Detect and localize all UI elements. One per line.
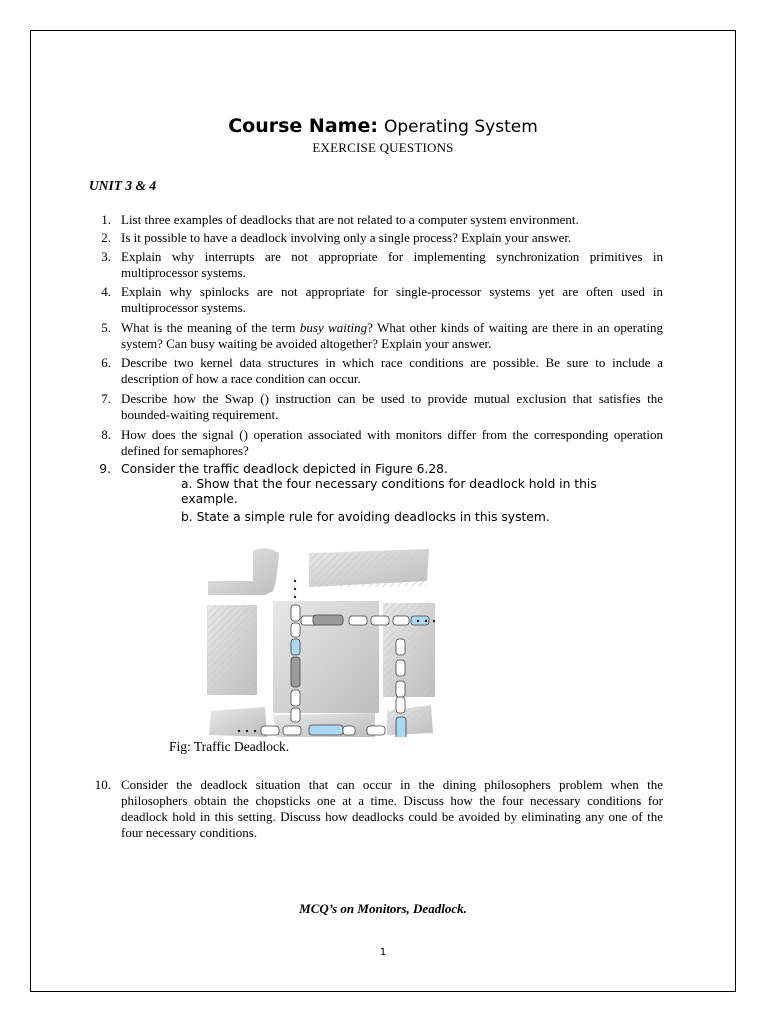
question-number: 2. bbox=[101, 230, 111, 245]
question-text: Describe two kernel data structures in which race conditions are possible. Be sure to include a description of how a race condition can occur. bbox=[121, 355, 663, 386]
figure-caption: Fig: Traffic Deadlock. bbox=[169, 739, 290, 754]
question-text: Explain why spinlocks are not appropriate for single-processor systems yet are often used in multiprocessor systems. bbox=[121, 284, 663, 315]
question-text: Consider the traffic deadlock depicted in Figure 6.28. bbox=[121, 462, 448, 476]
question-text: Is it possible to have a deadlock involving only a single process? Explain your answer. bbox=[121, 230, 572, 245]
city-block bbox=[309, 549, 429, 587]
mcq-heading: MCQ’s on Monitors, Deadlock. bbox=[299, 901, 467, 916]
course-title bbox=[31, 114, 735, 139]
question-text: Consider the deadlock situation that can occur in the dining philosophers problem when the philosophers obtain the chopsticks one at a time. Discuss how the four necessary conditions for deadlock hold in this setting. Discuss how deadlocks could be avoided by eliminating any one of the four necessary conditions. bbox=[121, 777, 663, 840]
traffic-deadlock-figure bbox=[205, 545, 441, 742]
right-lane-cars bbox=[396, 639, 406, 737]
question-text: Explain why interrupts are not appropriate for implementing synchronization primitives in multiprocessor systems. bbox=[121, 249, 663, 280]
unit-heading: UNIT 3 & 4 bbox=[89, 178, 157, 193]
city-block bbox=[208, 548, 279, 595]
city-block bbox=[207, 605, 257, 695]
question-number: 4. bbox=[101, 284, 111, 299]
question-number: 6. bbox=[101, 355, 111, 370]
page-number: 1 bbox=[379, 947, 387, 958]
question-number: 7. bbox=[101, 391, 111, 406]
question-number: 1. bbox=[101, 212, 111, 227]
question-9-subitem-a: a. Show that the four necessary conditions for deadlock hold in this example. bbox=[181, 477, 597, 506]
question-number: 10. bbox=[94, 777, 111, 792]
question-number: 3. bbox=[101, 249, 111, 264]
question-9-subitem-b: b. State a simple rule for avoiding deadlocks in this system. bbox=[181, 510, 550, 524]
city-block bbox=[387, 705, 433, 735]
traffic-deadlock-illustration bbox=[205, 545, 441, 737]
question-text-part: What is the meaning of the term bbox=[121, 320, 300, 335]
course-title-label: Course Name: bbox=[228, 115, 378, 137]
document-page bbox=[30, 30, 736, 992]
city-block bbox=[209, 707, 267, 737]
question-text: List three examples of deadlocks that are not related to a computer system environment. bbox=[121, 212, 579, 227]
exercise-subtitle: EXERCISE QUESTIONS bbox=[312, 140, 454, 155]
course-title-value: Operating System bbox=[383, 117, 538, 137]
question-text-part: ? What other kinds of waiting are there in an operating system? Can busy waiting be avoided altogether? Explain your answer. bbox=[121, 320, 663, 351]
busy-waiting-term: busy waiting bbox=[299, 320, 368, 335]
question-number: 5. bbox=[101, 320, 111, 335]
question-text: Describe how the Swap () instruction can be used to provide mutual exclusion that satisfies the bounded-waiting requirement. bbox=[121, 391, 663, 422]
question-text: How does the signal () operation associated with monitors differ from the corresponding operation defined for semaphores? bbox=[121, 427, 663, 458]
question-number: 8. bbox=[101, 427, 111, 442]
question-number: 9. bbox=[99, 462, 111, 476]
question-text bbox=[121, 320, 663, 352]
